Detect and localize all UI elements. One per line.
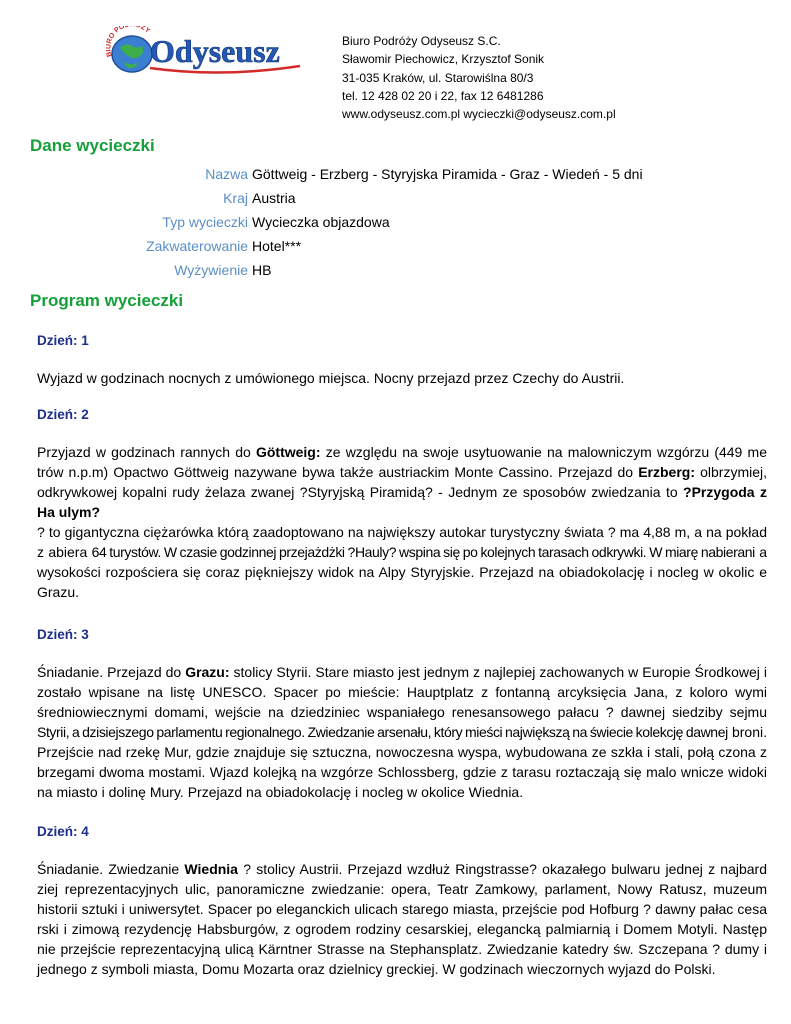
day-3-title: Dzień: 3 [37, 627, 89, 642]
text-run: ? stolicy Austrii. Przejazd wzdłuż Ringstrasse? okazałego bulwaru jednej z najbard ziej reprezentacyjnych ulic, panoramiczne zwiedzanie: opera, Teatr Zamkowy, parlament, Nowy Ratusz, muzeum historii sztuki i uniwersytet. Spacer po eleganckich ulicach starego miasta, przejście pod Hofburg ? dawny pałac cesa rski i zimową rezydencję Habsburgów, z ogrodem rodziny cesarskiej, elegancką palmiarnią i Domem Motyli. Następ nie przejście reprezentacyjną ulicą Kärntner Strasse na Stephansplatz. Zwiedzanie katedry św. Szczepana ? dumy i jednego z symboli miasta, Domu Mozarta oraz dzielnicy greckiej. W godzinach wieczornych wyjazd do Polski. [37, 861, 767, 977]
day-1-text [37, 368, 767, 388]
company-owners: Sławomir Piechowicz, Krzysztof Sonik [342, 52, 545, 67]
day-2-text [37, 442, 767, 602]
text-run: olbrzymiej, odkrywkowej kopalni rudy żelaza zwanej ?Styryjską Piramidą? - Jednym ze sposobów zwiedzania to [37, 464, 768, 500]
program-section-title: Program wycieczki [30, 291, 184, 310]
text-run: Śniadanie. Zwiedzanie [37, 861, 185, 877]
trip-label: Typ wycieczki [162, 214, 248, 230]
trip-label: Wyżywienie [174, 262, 248, 278]
trip-value: Austria [252, 190, 296, 206]
bold-text: Wiednia [184, 861, 238, 877]
text-run: stolicy Styrii. Stare miasto jest jednym z najlepiej zachowanych w Europie Środkowej i zostało wpisane na listę UNESCO. Spacer po mieście: Hauptplatz z fontanną arcyksięcia Jana, z koloro wymi średniowiecznymi domami, wejście na dziedziniec wspaniałego renesansowego pałacu ? dawnej siedziby sejmu [37, 664, 767, 720]
day-3-text [37, 662, 767, 802]
text-run: Śniadanie. Przejazd do [37, 664, 186, 680]
trip-value: Hotel*** [252, 238, 302, 254]
trip-label: Zakwaterowanie [146, 238, 248, 254]
trip-label: Kraj [223, 190, 248, 206]
trip-value: Wycieczka objazdowa [252, 214, 390, 230]
paragraph [37, 522, 767, 602]
company-logo [106, 26, 306, 78]
paragraph [37, 442, 767, 522]
text-run: ? to gigantyczna ciężarówka którą zaadoptowano na największy autokar turystyczny świata ? ma 4,88 m, a na pokład z abiera [37, 524, 767, 560]
bold-text: Göttweig: [255, 444, 321, 460]
trip-value: Göttweig - Erzberg - Styryjska Piramida - Graz - Wiedeń - 5 dni [252, 166, 643, 182]
company-phone: tel. 12 428 02 20 i 22, fax 12 6481286 [342, 88, 544, 103]
paragraph [37, 368, 767, 388]
day-4-text [37, 859, 767, 979]
trip-row-name [30, 165, 770, 189]
company-address: 31-035 Kraków, ul. Starowiślna 80/3 [342, 70, 534, 85]
text-run: 64 turystów. W czasie godzinnej przejażdżki ?Hauly? wspina się po kolejnych tarasach odkrywki. W miarę nabierani [91, 544, 755, 560]
text-run: a wysokości rozpościera się coraz piękniejszy widok na Alpy Styryjskie. Przejazd na obiadokolację i nocleg w okolic e Grazu. [37, 544, 767, 600]
trip-section-title: Dane wycieczki [30, 136, 155, 155]
text-run: broni. Przejście nad rzekę Mur, gdzie znajduje się sztuczna, nowoczesna wyspa, wybudowana ze szkła i stali, połą czona z brzegami dwoma mostami. Wjazd kolejką na wzgórze Schlossberg, gdzie z tarasu roztaczają się malo wnicze widoki na miasto i dolinę Mury. Przejazd na obiadokolację i nocleg w okolice Wiednia. [37, 724, 767, 800]
trip-info-table [30, 165, 770, 285]
paragraph [37, 662, 767, 802]
text-run: ze względu na swoje usytuowanie na malowniczym wzgórzu (449 me trów n.p.m) Opactwo Göttweig nazywane bywa także austriackim Monte Cassino. Przejazd do [37, 444, 767, 480]
company-web-email: www.odyseusz.com.pl wycieczki@odyseusz.com.pl [342, 107, 616, 122]
logo-name: Odyseusz [150, 33, 280, 69]
bold-text: Erzberg: [638, 464, 695, 480]
bold-text: ?Przygoda z Ha ulym? [37, 484, 767, 520]
day-4-title: Dzień: 4 [37, 824, 89, 839]
text-run: Styrii, a dzisiejszego parlamentu regionalnego. Zwiedzanie arsenału, który mieści największą na świecie kolekcję dawnej [37, 724, 728, 740]
day-2-title: Dzień: 2 [37, 407, 89, 422]
logo-arc-text: BIURO PO ŻY [106, 26, 152, 58]
trip-row-accommodation [30, 237, 770, 261]
trip-row-country [30, 189, 770, 213]
day-1-title: Dzień: 1 [37, 333, 89, 348]
text-run: Wyjazd w godzinach nocnych z umówionego miejsca. Nocny przejazd przez Czechy do Austrii. [37, 370, 625, 386]
company-info [342, 32, 616, 123]
trip-row-board [30, 261, 770, 285]
trip-label: Nazwa [205, 166, 248, 182]
trip-value: HB [252, 262, 272, 278]
text-run: Przyjazd w godzinach rannych do [37, 444, 256, 460]
trip-row-type [30, 213, 770, 237]
company-name: Biuro Podróży Odyseusz S.C. [342, 34, 501, 48]
paragraph [37, 859, 767, 979]
bold-text: Grazu: [185, 664, 230, 680]
